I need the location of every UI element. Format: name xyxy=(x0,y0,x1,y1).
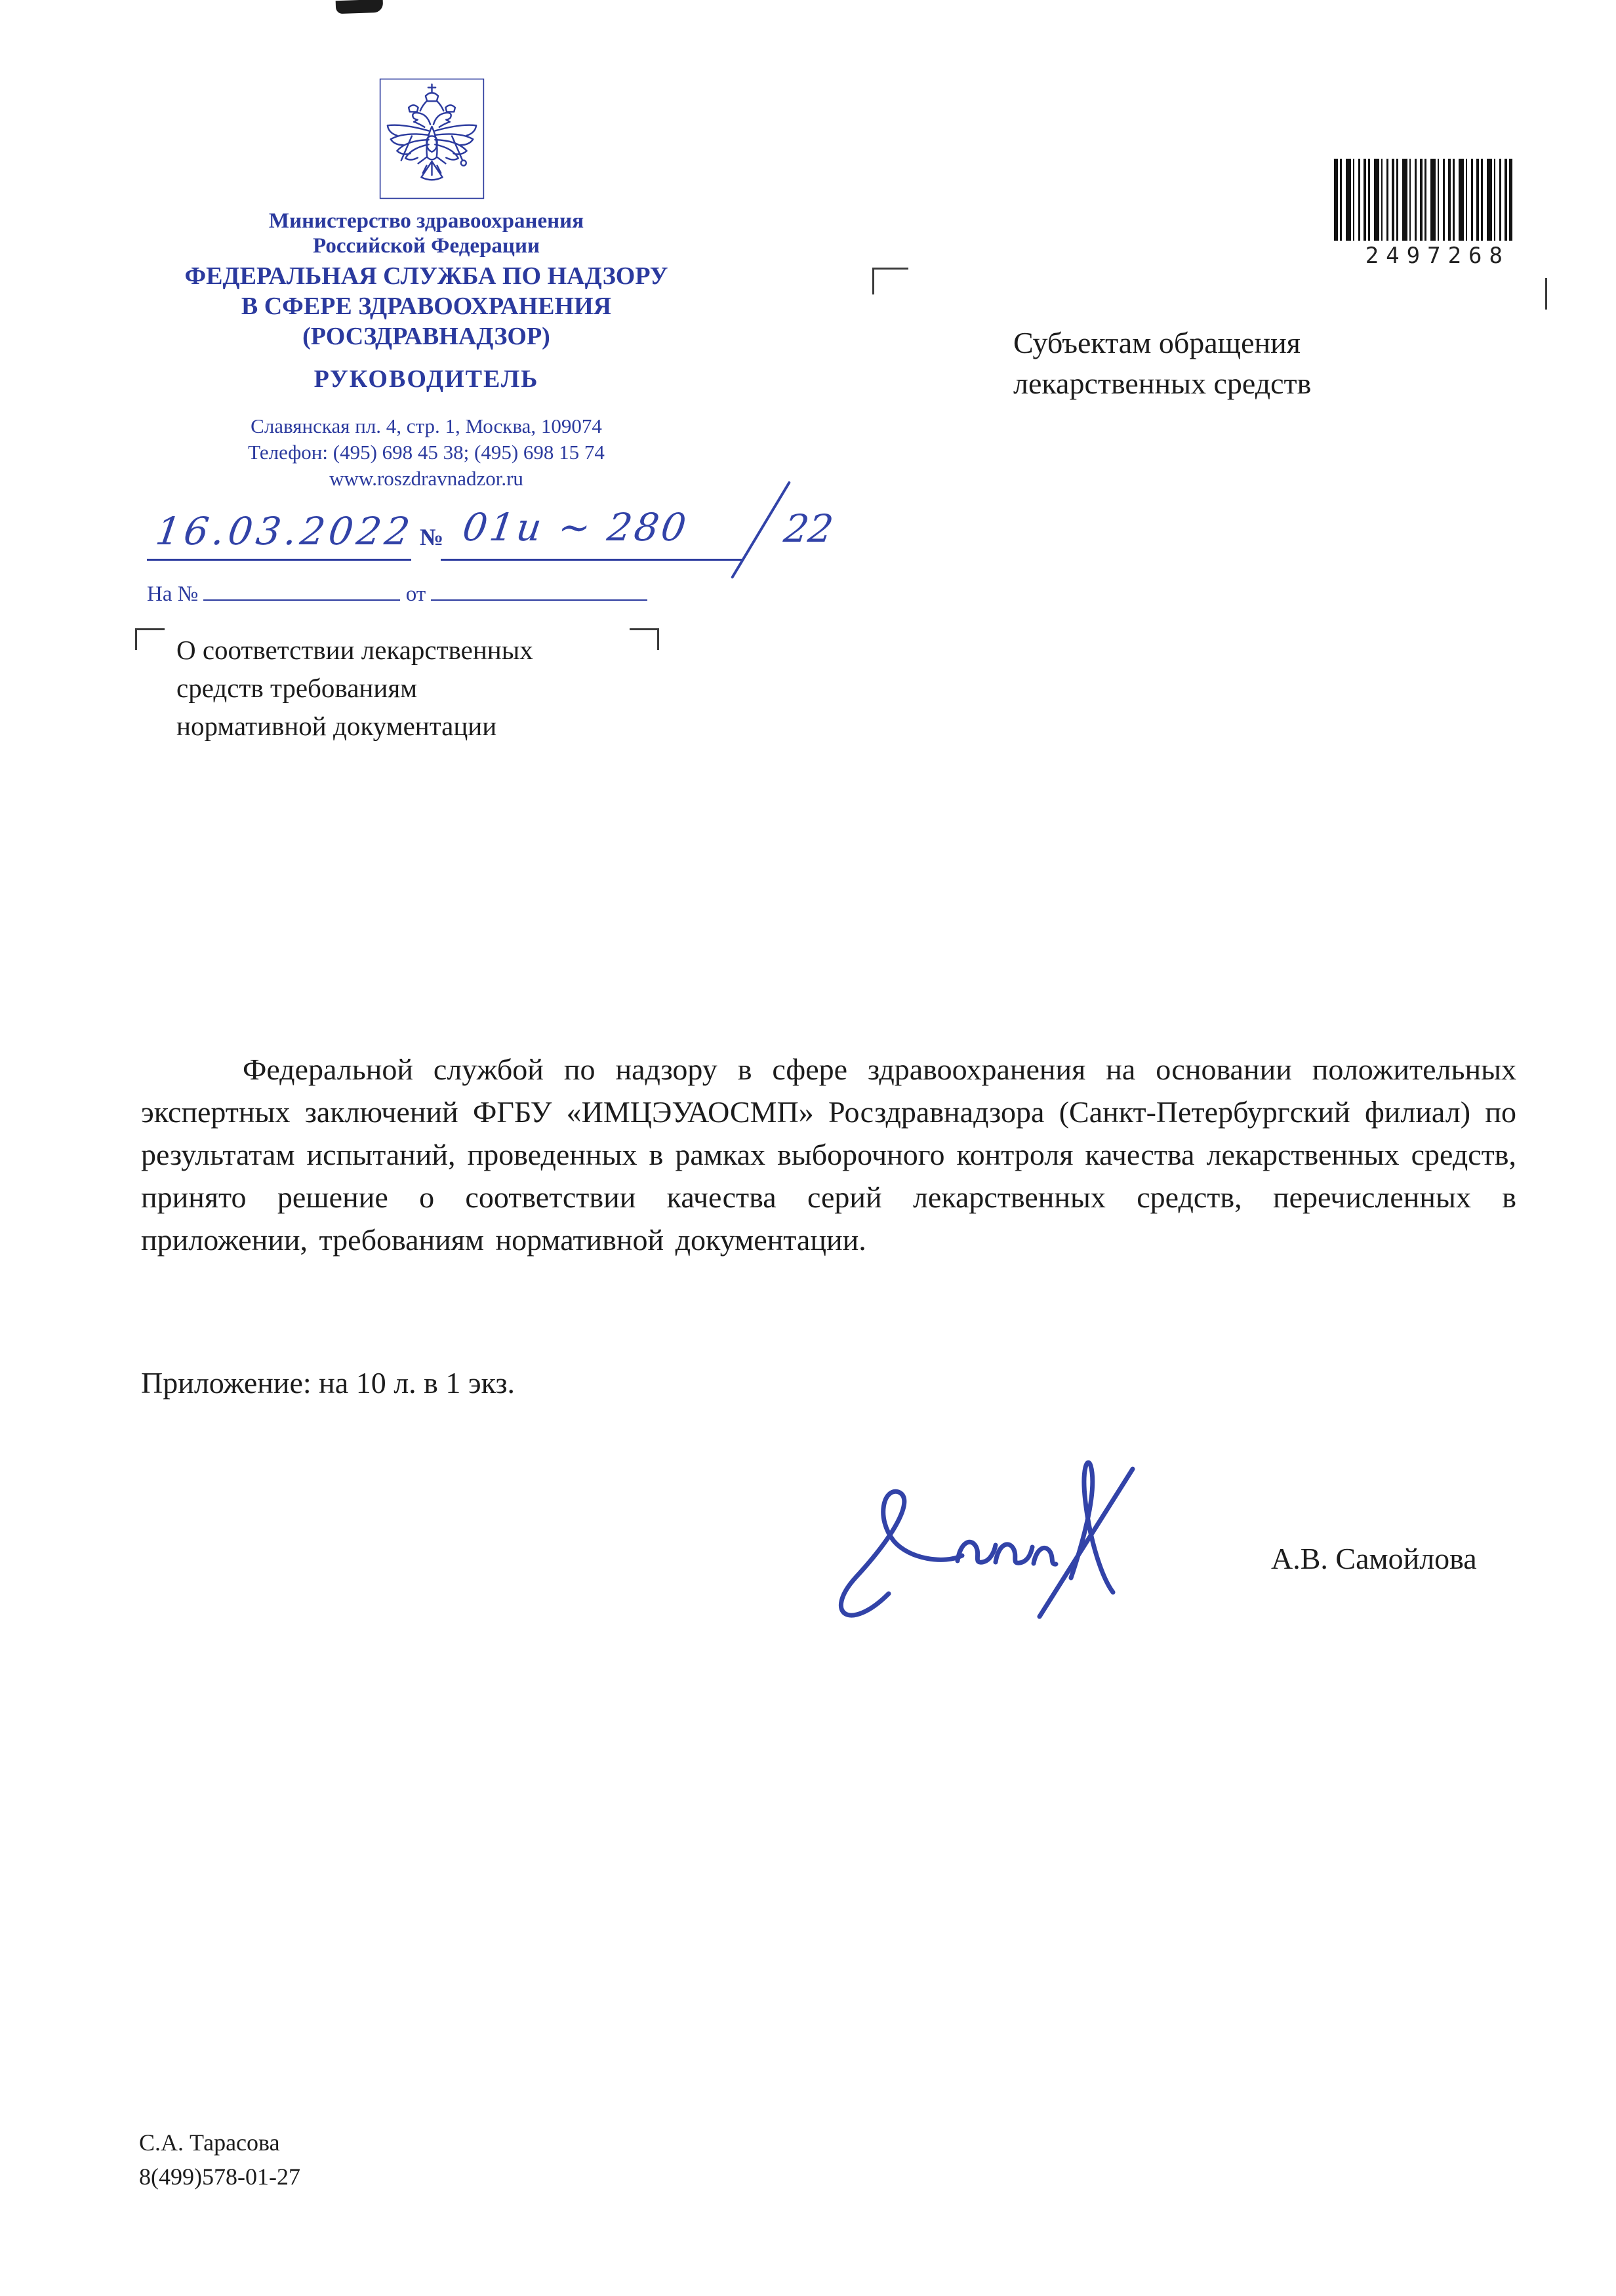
service-line-1: ФЕДЕРАЛЬНАЯ СЛУЖБА ПО НАДЗОРУ xyxy=(184,262,668,290)
number-sign: № xyxy=(420,524,444,550)
barcode xyxy=(1334,159,1512,241)
signature-autograph xyxy=(810,1430,1177,1649)
org-phone: Телефон: (495) 698 45 38; (495) 698 15 74 xyxy=(248,441,605,464)
handwritten-year: 22 xyxy=(781,506,836,551)
org-website: www.roszdravnadzor.ru xyxy=(329,467,523,490)
service-name xyxy=(66,261,787,352)
handwritten-number: 01и ~ 280 xyxy=(460,505,692,550)
incoming-number-blank xyxy=(203,577,400,601)
subject-line-2: средств требованиям xyxy=(176,673,418,703)
handwritten-date: 16.03.2022 xyxy=(153,509,416,554)
ministry-name xyxy=(66,209,787,258)
org-address: Славянская пл. 4, стр. 1, Москва, 109074 xyxy=(251,414,602,437)
ministry-line-2: Российской Федерации xyxy=(313,234,540,258)
incoming-label: На № xyxy=(147,582,199,606)
subject-block xyxy=(176,631,533,745)
position-title: РУКОВОДИТЕЛЬ xyxy=(313,365,539,393)
recipient-block xyxy=(1013,323,1311,404)
incoming-from-label: от xyxy=(405,582,426,606)
barcode-number: 2497268 xyxy=(1365,243,1510,269)
right-margin-tick xyxy=(1545,278,1547,310)
coat-of-arms-icon xyxy=(379,77,485,200)
signatory-name: А.В. Самойлова xyxy=(1271,1542,1477,1575)
recipient-line-2: лекарственных средств xyxy=(1013,367,1312,400)
scan-artifact xyxy=(336,0,384,14)
subject-line-1: О соответствии лекарственных xyxy=(176,635,533,665)
executor-name: С.А. Тарасова xyxy=(139,2129,280,2156)
incoming-reference-line xyxy=(147,577,647,607)
executor-phone: 8(499)578-01-27 xyxy=(139,2164,300,2190)
service-line-3: (РОСЗДРАВНАДЗОР) xyxy=(302,323,550,350)
body-paragraph: Федеральной службой по надзору в сфере здравоохранения на основании положительных экспертных заключений ФГБУ «ИМЦЭУАОСМП» Росздравнадзора (Санкт-Петербургский филиал) по результатам испытаний, проведенных в рамках выборочного контроля качества лекарственных средств, принято решение о соответствии качества серий лекарственных средств, перечисленных в приложении, требованиям нормативной документации. xyxy=(141,1053,1516,1257)
attachment-line: Приложение: на 10 л. в 1 экз. xyxy=(141,1366,515,1400)
double-headed-eagle-icon xyxy=(379,77,485,200)
subject-corner-left xyxy=(135,628,165,650)
recipient-corner-mark xyxy=(872,268,908,294)
service-line-2: В СФЕРЕ ЗДРАВООХРАНЕНИЯ xyxy=(241,292,612,320)
subject-corner-right xyxy=(630,628,659,650)
ministry-line-1: Министерство здравоохранения xyxy=(268,209,584,233)
subject-line-3: нормативной документации xyxy=(176,711,497,741)
incoming-date-blank xyxy=(431,577,647,601)
recipient-line-1: Субъектам обращения xyxy=(1013,326,1301,359)
